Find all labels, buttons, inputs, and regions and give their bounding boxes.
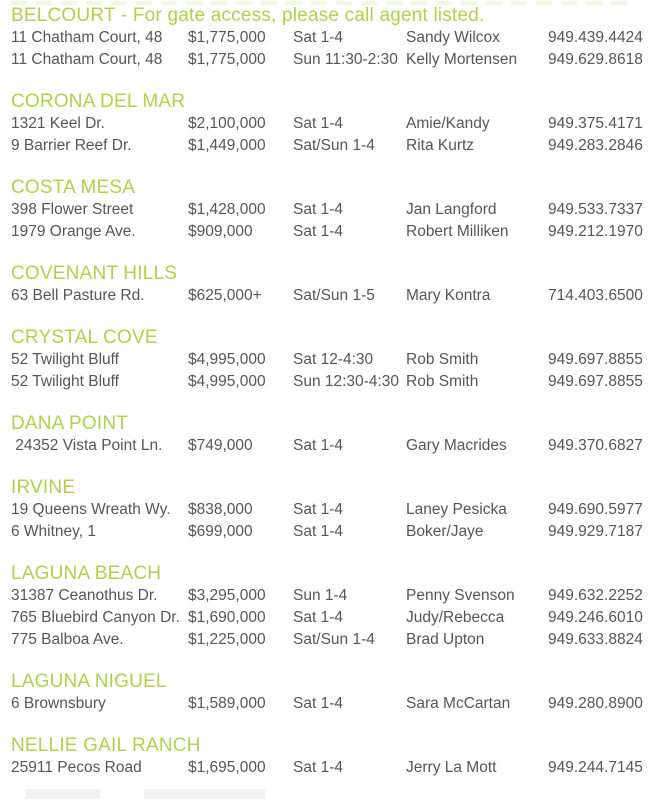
city-name: COVENANT HILLS	[11, 263, 178, 284]
listing-row	[11, 199, 650, 221]
listing-open-time: Sun 11:30-2:30	[293, 51, 398, 68]
listing-agent: Gary Macrides	[406, 437, 507, 454]
listing-price: $1,449,000	[188, 137, 266, 154]
listing-address: 6 Brownsbury	[11, 695, 106, 712]
city-header	[11, 563, 650, 585]
listing-open-time: Sat/Sun 1-4	[293, 137, 375, 154]
listing-address: 398 Flower Street	[11, 201, 134, 218]
listing-price: $838,000	[188, 501, 253, 518]
listing-row	[11, 757, 650, 779]
listing-price: $2,100,000	[188, 115, 266, 132]
listing-open-time: Sat 1-4	[293, 609, 343, 626]
city-name: LAGUNA BEACH	[11, 563, 162, 584]
listing-agent: Rob Smith	[406, 373, 479, 390]
listing-address: 9 Barrier Reef Dr.	[11, 137, 132, 154]
city-gate-note: - For gate access, please call agent listed.	[115, 5, 485, 26]
listing-agent: Penny Svenson	[406, 587, 515, 604]
listing-open-time: Sat 1-4	[293, 523, 343, 540]
listing-open-time: Sat 12-4:30	[293, 351, 374, 368]
listing-open-time: Sat/Sun 1-5	[293, 287, 375, 304]
city-section	[11, 735, 650, 779]
listing-price: $1,589,000	[188, 695, 266, 712]
listing-agent: Jan Langford	[406, 201, 497, 218]
listing-row	[11, 135, 650, 157]
listing-address: 52 Twilight Bluff	[11, 351, 119, 368]
listing-phone: 949.283.2846	[548, 137, 643, 154]
listing-address: 63 Bell Pasture Rd.	[11, 287, 145, 304]
listing-row	[11, 221, 650, 243]
listing-price: $1,695,000	[188, 759, 266, 776]
listing-phone: 714.403.6500	[548, 287, 643, 304]
listing-phone: 949.375.4171	[548, 115, 643, 132]
listing-phone: 949.929.7187	[548, 523, 643, 540]
listing-address: 11 Chatham Court, 48	[11, 51, 163, 68]
listing-price: $1,775,000	[188, 29, 266, 46]
listing-phone: 949.246.6010	[548, 609, 643, 626]
listing-price: $625,000+	[188, 287, 262, 304]
listing-address: 1321 Keel Dr.	[11, 115, 105, 132]
city-header	[11, 413, 650, 435]
listing-agent: Laney Pesicka	[406, 501, 507, 518]
listing-agent: Boker/Jaye	[406, 523, 484, 540]
city-section	[11, 563, 650, 651]
listings-container	[0, 5, 650, 799]
city-section	[11, 91, 650, 157]
listing-phone: 949.212.1970	[548, 223, 643, 240]
listing-phone: 949.697.8855	[548, 373, 643, 390]
listing-row	[11, 499, 650, 521]
listing-address: 1979 Orange Ave.	[11, 223, 136, 240]
listing-open-time: Sat 1-4	[293, 695, 343, 712]
listing-open-time: Sat 1-4	[293, 201, 343, 218]
listing-agent: Judy/Rebecca	[406, 609, 505, 626]
city-name: CORONA DEL MAR	[11, 91, 186, 112]
listing-open-time: Sat 1-4	[293, 437, 343, 454]
city-name: COSTA MESA	[11, 177, 136, 198]
listing-address: 11 Chatham Court, 48	[11, 29, 163, 46]
city-section	[11, 263, 650, 307]
listing-open-time: Sat 1-4	[293, 29, 343, 46]
city-header	[11, 91, 650, 113]
listing-agent: Rita Kurtz	[406, 137, 475, 154]
city-header	[11, 671, 650, 693]
city-section	[11, 327, 650, 393]
listing-price: $1,225,000	[188, 631, 266, 648]
listing-phone: 949.439.4424	[548, 29, 643, 46]
listing-phone: 949.533.7337	[548, 201, 643, 218]
city-name: NELLIE GAIL RANCH	[11, 735, 201, 756]
listing-phone: 949.244.7145	[548, 759, 643, 776]
listing-row	[11, 693, 650, 715]
listing-price: $1,428,000	[188, 201, 266, 218]
city-header	[11, 263, 650, 285]
listing-agent: Kelly Mortensen	[406, 51, 518, 68]
listing-row	[11, 629, 650, 651]
city-header	[11, 327, 650, 349]
city-name: BELCOURT	[11, 5, 116, 26]
listing-open-time: Sat 1-4	[293, 501, 343, 518]
city-name: CRYSTAL COVE	[11, 327, 158, 348]
listing-row	[11, 113, 650, 135]
listing-open-time: Sun 1-4	[293, 587, 348, 604]
listing-address: 52 Twilight Bluff	[11, 373, 119, 390]
listing-row	[11, 285, 650, 307]
listing-address: 765 Bluebird Canyon Dr.	[11, 609, 180, 626]
listing-phone: 949.632.2252	[548, 587, 643, 604]
listing-open-time: Sat 1-4	[293, 115, 343, 132]
listing-agent: Sara McCartan	[406, 695, 511, 712]
listing-row	[11, 607, 650, 629]
listing-row	[11, 435, 650, 457]
city-section	[11, 413, 650, 457]
city-header	[11, 5, 650, 27]
listing-address: 24352 Vista Point Ln.	[11, 437, 163, 454]
listing-open-time: Sat/Sun 1-4	[293, 631, 375, 648]
listing-row	[11, 371, 650, 393]
listing-price: $1,690,000	[188, 609, 266, 626]
listing-row	[11, 521, 650, 543]
listing-row	[11, 49, 650, 71]
city-name: DANA POINT	[11, 413, 129, 434]
listing-price: $699,000	[188, 523, 253, 540]
listing-price: $749,000	[188, 437, 253, 454]
listing-row	[11, 27, 650, 49]
listing-open-time: Sat 1-4	[293, 223, 343, 240]
listing-agent: Robert Milliken	[406, 223, 509, 240]
listing-agent: Mary Kontra	[406, 287, 491, 304]
listing-open-time: Sat 1-4	[293, 759, 343, 776]
listing-phone: 949.690.5977	[548, 501, 643, 518]
listing-price: $1,775,000	[188, 51, 266, 68]
city-name: LAGUNA NIGUEL	[11, 671, 167, 692]
listing-phone: 949.280.8900	[548, 695, 643, 712]
city-name: IRVINE	[11, 477, 76, 498]
listing-price: $4,995,000	[188, 373, 266, 390]
city-section	[11, 5, 650, 71]
listing-address: 19 Queens Wreath Wy.	[11, 501, 171, 518]
listing-agent: Brad Upton	[406, 631, 485, 648]
listing-price: $909,000	[188, 223, 253, 240]
listing-agent: Rob Smith	[406, 351, 479, 368]
listing-open-time: Sun 12:30-4:30	[293, 373, 400, 390]
listing-price: $3,295,000	[188, 587, 266, 604]
listing-phone: 949.629.8618	[548, 51, 643, 68]
listing-row	[11, 585, 650, 607]
listing-agent: Sandy Wilcox	[406, 29, 500, 46]
listing-address: 25911 Pecos Road	[11, 759, 142, 776]
listing-price: $4,995,000	[188, 351, 266, 368]
listing-phone: 949.633.8824	[548, 631, 643, 648]
listing-address: 31387 Ceanothus Dr.	[11, 587, 158, 604]
listing-row	[11, 349, 650, 371]
listing-address: 775 Balboa Ave.	[11, 631, 124, 648]
listing-phone: 949.370.6827	[548, 437, 643, 454]
listing-agent: Jerry La Mott	[406, 759, 497, 776]
city-header	[11, 177, 650, 199]
listing-agent: Amie/Kandy	[406, 115, 490, 132]
cutoff-block-right	[144, 789, 265, 799]
listing-address: 6 Whitney, 1	[11, 523, 97, 540]
city-section	[11, 671, 650, 715]
city-section	[11, 177, 650, 243]
city-header	[11, 735, 650, 757]
listing-phone: 949.697.8855	[548, 351, 643, 368]
cutoff-block-left	[25, 789, 100, 799]
city-section	[11, 477, 650, 543]
city-header	[11, 477, 650, 499]
